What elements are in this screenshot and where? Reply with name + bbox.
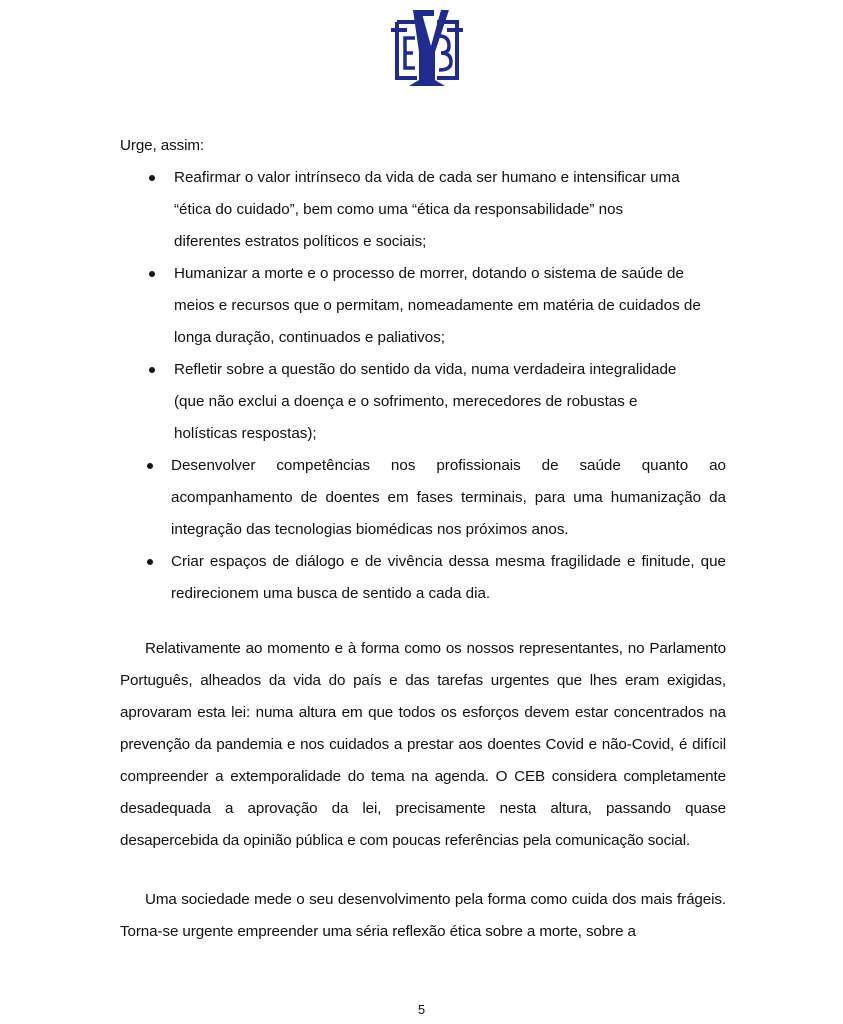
recommendations-list [120,162,726,610]
body-paragraph: Relativamente ao momento e à forma como os nossos representantes, no Parlamento Português, alheados da vida do país e das tarefas urgentes que lhes eram exigidas, aprovaram esta lei: numa altura em que todos os esforços devem estar concentrados na prevenção da pandemia e nos cuidados a prestar aos doentes Covid e não-Covid, é difícil compreender a extemporalidade do tema na agenda. O CEB considera completamente desadequada a aprovação da lei, precisamente nesta altura, passando quase desapercebida da opinião pública e com poucas referências pela comunicação social. [120,640,726,849]
list-item: Reafirmar o valor intrínseco da vida de cada ser humano e intensificar uma “ética do cuidado”, bem como uma “ética da responsabilidade” nos diferentes estratos políticos e sociais; [120,162,694,258]
bullet-icon [149,367,155,373]
list-item: Humanizar a morte e o processo de morrer, dotando o sistema de saúde de meios e recursos que o permitam, nomeadamente em matéria de cuidados de longa duração, continuados e paliativos; [120,258,704,354]
list-item: Desenvolver competências nos profissionais de saúde quanto ao acompanhamento de doentes em fases terminais, para uma humanização da integração das tecnologias biomédicas nos próximos anos. [120,450,726,546]
bullet-icon [147,559,153,565]
bullet-icon [149,175,155,181]
bullet-icon [149,271,155,277]
list-item: Refletir sobre a questão do sentido da vida, numa verdadeira integralidade (que não exclui a doença e o sofrimento, merecedores de robustas e holísticas respostas); [120,354,694,450]
page-number: 5 [417,1002,426,1017]
ceb-logo-icon [387,8,467,88]
bullet-icon [147,463,153,469]
list-item: Criar espaços de diálogo e de vivência dessa mesma fragilidade e finitude, que redirecionem uma busca de sentido a cada dia. [120,546,726,610]
body-paragraph: Uma sociedade mede o seu desenvolvimento pela forma como cuida dos mais frágeis. Torna-se urgente empreender uma séria reflexão ética sobre a morte, sobre a [120,891,726,940]
intro-text: Urge, assim: [120,137,205,154]
